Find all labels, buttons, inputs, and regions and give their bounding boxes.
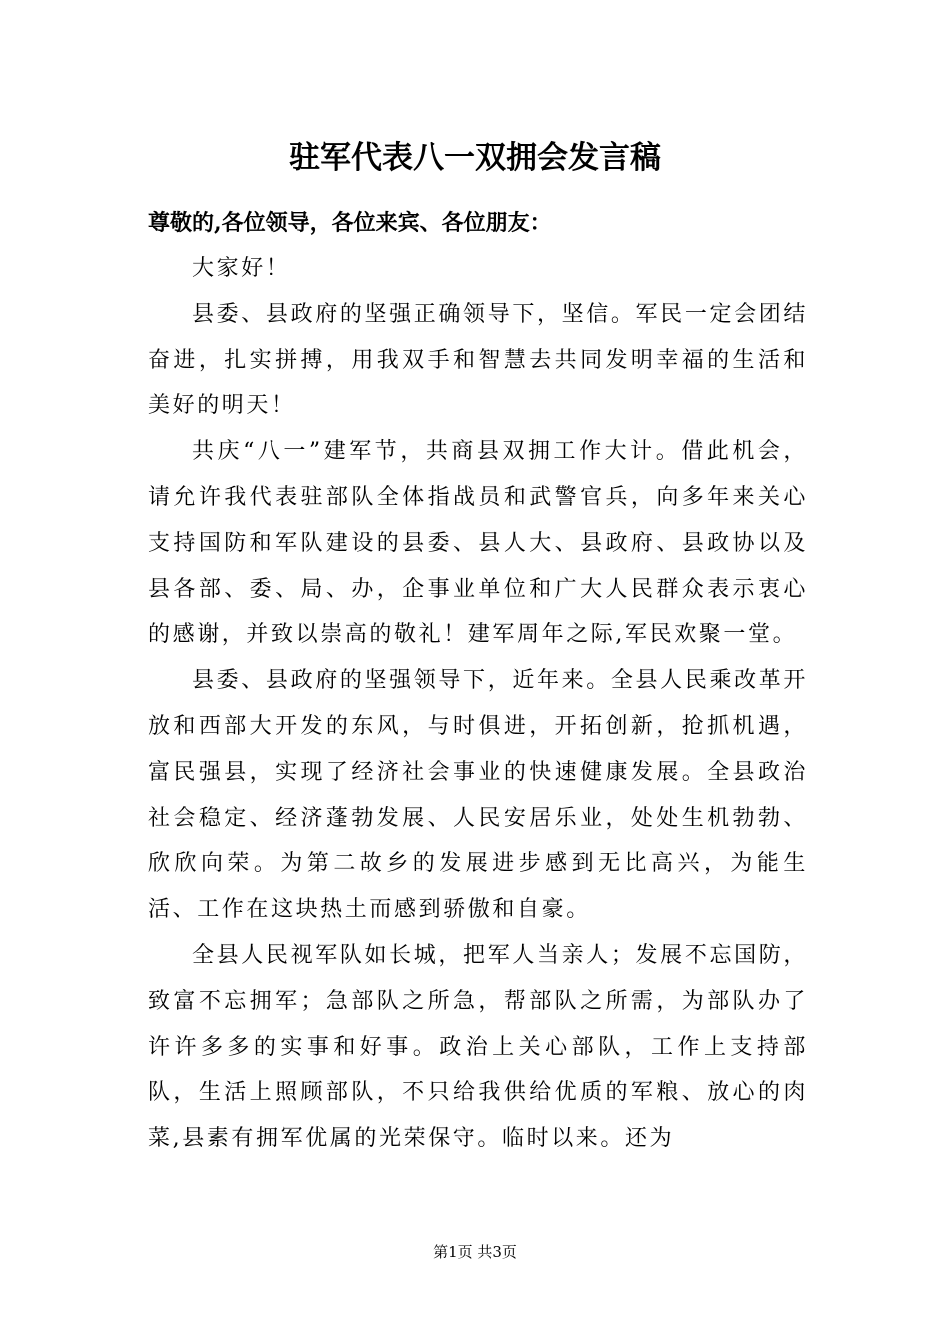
salutation: 尊敬的,各位领导，各位来宾、各位朋友： bbox=[148, 210, 552, 236]
paragraph: 县委、县政府的坚强领导下，近年来。全县人民乘改革开放和西部大开发的东风，与时俱进，开拓创新，抢抓机遇，富民强县，实现了经济社会事业的快速健康发展。全县政治社会稳定、经济蓬勃发展、人民安居乐业，处处生机勃勃、欣欣向荣。为第二故乡的发展进步感到无比高兴，为能生活、工作在这块热土而感到骄傲和自豪。 bbox=[148, 668, 808, 923]
paragraph: 共庆“八一”建军节，共商县双拥工作大计。借此机会，请允许我代表驻部队全体指战员和武警官兵，向多年来关心支持国防和军队建设的县委、县人大、县政府、县政协以及县各部、委、局、办，企事业单位和广大人民群众表示衷心的感谢，并致以崇高的敬礼！建军周年之际,军民欢聚一堂。 bbox=[148, 439, 808, 648]
document-title: 驻军代表八一双拥会发言稿 bbox=[289, 140, 661, 176]
paragraph: 全县人民视军队如长城，把军人当亲人；发展不忘国防，致富不忘拥军；急部队之所急，帮部队之所需，为部队办了许许多多的实事和好事。政治上关心部队，工作上支持部队，生活上照顾部队，不只给我供给优质的军粮、放心的肉菜,县素有拥军优属的光荣保守。临时以来。还为 bbox=[148, 942, 808, 1152]
paragraph: 县委、县政府的坚强正确领导下，坚信。军民一定会团结奋进，扎实拼搏，用我双手和智慧去共同发明幸福的生活和美好的明天！ bbox=[148, 301, 808, 419]
paragraph-greeting: 大家好！ bbox=[192, 256, 291, 281]
page-footer: 第1页 共3页 bbox=[433, 1243, 517, 1261]
document-body bbox=[148, 246, 808, 1162]
